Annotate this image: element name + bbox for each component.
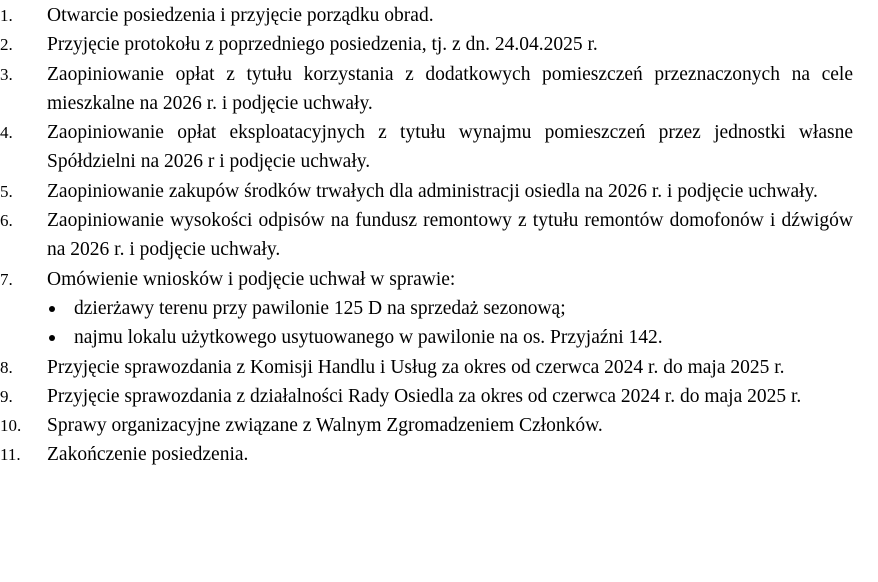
agenda-item-number: 4.	[0, 123, 13, 143]
agenda-item-10	[0, 411, 853, 440]
agenda-item-number: 9.	[0, 386, 13, 406]
bullet-text: dzierżawy terenu przy pawilonie 125 D na sprzedaż sezonową;	[74, 297, 566, 319]
bullet-item	[0, 294, 853, 323]
bullet-text: najmu lokalu użytkowego usytuowanego w pawilonie na os. Przyjaźni 142.	[74, 327, 663, 349]
agenda-item-7-bullets	[0, 294, 853, 353]
agenda-item-text: Omówienie wniosków i podjęcie uchwał w sprawie:	[47, 268, 456, 290]
agenda-item-text: Przyjęcie sprawozdania z Komisji Handlu i Usług za okres od czerwca 2024 r. do maja 2025 r.	[47, 356, 785, 378]
bullet-list	[0, 294, 853, 353]
agenda-item-text: Otwarcie posiedzenia i przyjęcie porządku obrad.	[47, 5, 434, 26]
agenda-item-6	[0, 206, 853, 265]
agenda-item-text: Zaopiniowanie opłat eksploatacyjnych z tytułu wynajmu pomieszczeń przez jednostki własne Spółdzielni na 2026 r i podjęcie uchwały.	[47, 122, 853, 173]
agenda-item-number: 2.	[0, 35, 13, 55]
agenda-item-2	[0, 30, 853, 59]
agenda-item-7	[0, 265, 853, 294]
agenda-item-text: Zakończenie posiedzenia.	[47, 444, 249, 466]
bullet-item	[0, 323, 853, 352]
agenda-item-text: Zaopiniowanie opłat z tytułu korzystania z dodatkowych pomieszczeń przeznaczonych na cele mieszkalne na 2026 r. i podjęcie uchwały.	[47, 63, 853, 114]
agenda-list	[0, 1, 853, 470]
agenda-item-9	[0, 382, 853, 411]
agenda-item-text: Przyjęcie sprawozdania z działalności Rady Osiedla za okres od czerwca 2024 r. do maja 2025 r.	[47, 385, 802, 407]
agenda-item-11	[0, 440, 853, 469]
agenda-item-text: Zaopiniowanie zakupów środków trwałych dla administracji osiedla na 2026 r. i podjęcie uchwały.	[47, 180, 818, 202]
agenda-item-number: 3.	[0, 64, 13, 84]
agenda-item-text: Zaopiniowanie wysokości odpisów na fundusz remontowy z tytułu remontów domofonów i dźwigów na 2026 r. i podjęcie uchwały.	[47, 210, 853, 261]
bullet-icon	[49, 306, 55, 312]
agenda-item-3	[0, 60, 853, 119]
agenda-item-8	[0, 353, 853, 382]
agenda-item-number: 1.	[0, 6, 13, 25]
agenda-item-1	[0, 1, 853, 30]
agenda-item-text: Przyjęcie protokołu z poprzedniego posiedzenia, tj. z dn. 24.04.2025 r.	[47, 34, 598, 56]
agenda-item-number: 7.	[0, 269, 13, 289]
agenda-item-5	[0, 177, 853, 206]
agenda-item-number: 6.	[0, 211, 13, 231]
agenda-item-number: 5.	[0, 181, 13, 201]
agenda-item-number: 8.	[0, 357, 13, 377]
agenda-item-4	[0, 118, 853, 177]
agenda-item-number: 10.	[0, 416, 22, 436]
bullet-icon	[49, 335, 55, 341]
agenda-item-number: 11.	[0, 445, 21, 465]
agenda-item-text: Sprawy organizacyjne związane z Walnym Zgromadzeniem Członków.	[47, 415, 603, 437]
